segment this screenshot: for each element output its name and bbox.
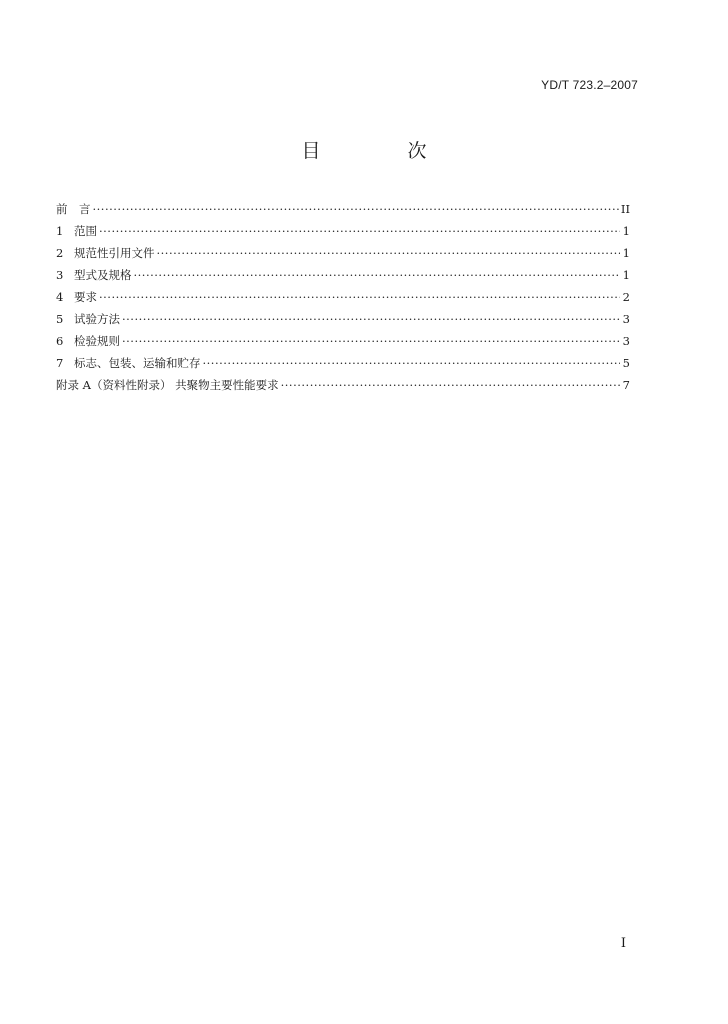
toc-entry-page: 7	[622, 378, 630, 392]
toc-entry-foreword[interactable]	[56, 198, 630, 220]
toc-leader-dots	[122, 330, 620, 352]
toc-entry-2[interactable]	[56, 242, 630, 264]
toc-entry-number: 4	[56, 290, 64, 304]
toc-entry-number: 3	[56, 268, 64, 282]
page-number: I	[620, 936, 626, 951]
toc-entry-page: 2	[622, 290, 630, 304]
toc-entry-label: 规范性引用文件	[74, 246, 155, 260]
toc-leader-dots	[134, 264, 621, 286]
toc-entry-label: 试验方法	[74, 312, 120, 326]
toc-leader-dots	[203, 352, 621, 374]
toc-leader-dots	[99, 286, 620, 308]
toc-entry-annex-a[interactable]	[56, 374, 630, 396]
toc-leader-dots	[122, 308, 620, 330]
toc-leader-dots	[93, 198, 619, 220]
toc-entry-5[interactable]	[56, 308, 630, 330]
toc-entry-label: 标志、包装、运输和贮存	[74, 356, 201, 370]
toc-entry-label: 附录 A（资料性附录） 共聚物主要性能要求	[56, 378, 279, 392]
toc-entry-3[interactable]	[56, 264, 630, 286]
standard-code: YD/T 723.2–2007	[541, 78, 638, 92]
toc-entry-page: 5	[622, 356, 630, 370]
toc-entry-number: 6	[56, 334, 64, 348]
toc-entry-page: 1	[622, 246, 630, 260]
toc-entry-label: 前 言	[56, 202, 91, 216]
toc-entry-number: 2	[56, 246, 64, 260]
toc-entry-6[interactable]	[56, 330, 630, 352]
toc-entry-label: 范围	[74, 224, 97, 238]
toc-entry-label: 型式及规格	[74, 268, 132, 282]
toc-entry-1[interactable]	[56, 220, 630, 242]
toc-entry-label: 要求	[74, 290, 97, 304]
toc-entry-page: 1	[622, 268, 630, 282]
toc-entry-page: II	[620, 202, 630, 216]
toc-entry-number: 5	[56, 312, 64, 326]
toc-entry-number: 7	[56, 356, 64, 370]
toc-entry-page: 3	[622, 334, 630, 348]
toc-leader-dots	[99, 220, 620, 242]
table-of-contents	[56, 198, 630, 396]
toc-entry-number: 1	[56, 224, 64, 238]
toc-entry-page: 1	[622, 224, 630, 238]
toc-entry-label: 检验规则	[74, 334, 120, 348]
toc-entry-page: 3	[622, 312, 630, 326]
toc-leader-dots	[157, 242, 621, 264]
toc-entry-4[interactable]	[56, 286, 630, 308]
page-title: 目 次	[301, 140, 461, 162]
toc-leader-dots	[281, 374, 620, 396]
toc-entry-7[interactable]	[56, 352, 630, 374]
